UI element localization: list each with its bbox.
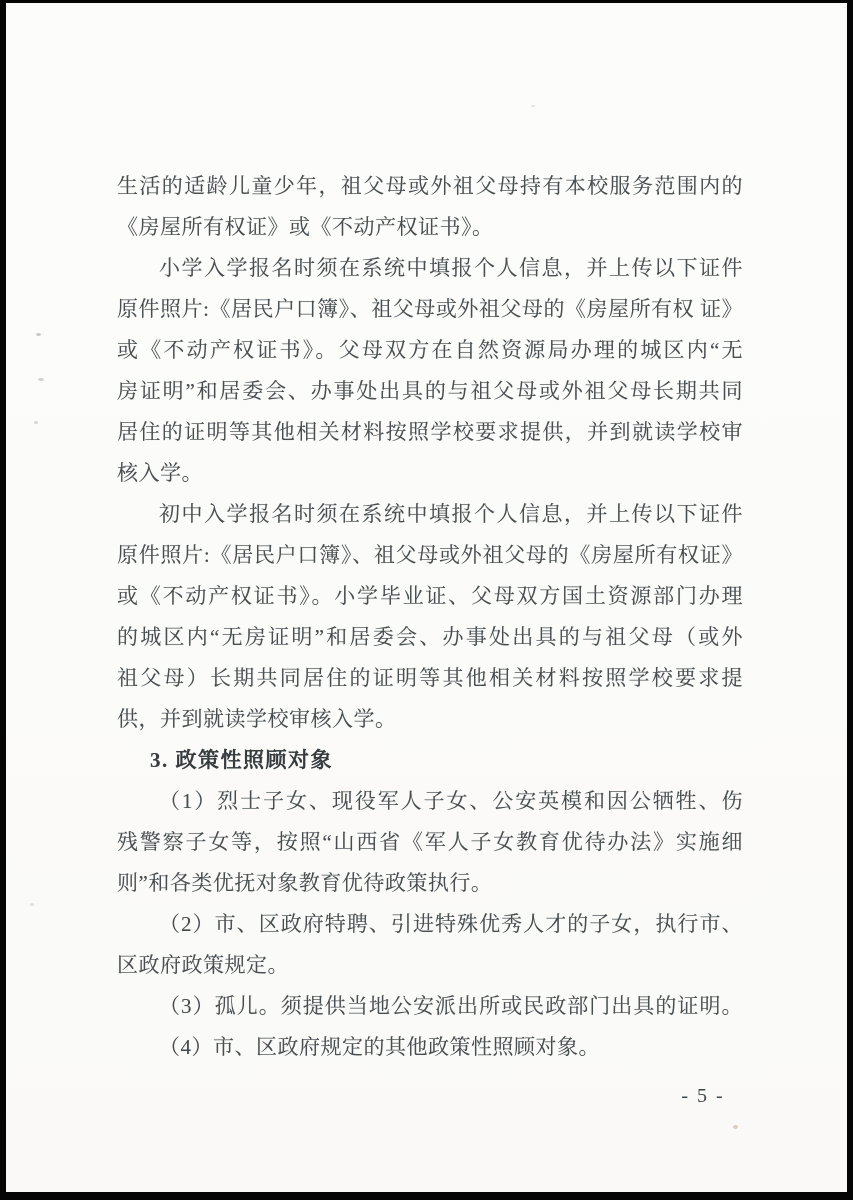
text-line: 居住的证明等其他相关材料按照学校要求提供，并到就读学校审 bbox=[117, 420, 743, 444]
text-line: （3）孤儿。须提供当地公安派出所或民政部门出具的证明。 bbox=[159, 994, 743, 1018]
text-line: 核入学。 bbox=[117, 461, 203, 485]
text-line: （2）市、区政府特聘、引进特殊优秀人才的子女，执行市、 bbox=[159, 912, 743, 936]
text-block bbox=[117, 166, 743, 1068]
scan-speck bbox=[34, 421, 38, 424]
text-line: 原件照片:《居民户口簿》、祖父母或外祖父母的《房屋所有权 证》 bbox=[117, 297, 743, 321]
text-line: 《房屋所有权证》或《不动产权证书》。 bbox=[117, 215, 494, 239]
page-number: - 5 - bbox=[681, 1085, 725, 1107]
scan-speck bbox=[733, 1125, 738, 1129]
document-page bbox=[6, 3, 847, 1192]
text-line: 初中入学报名时须在系统中填报个人信息，并上传以下证件 bbox=[159, 502, 743, 526]
text-line: 房证明”和居委会、办事处出具的与祖父母或外祖父母长期共同 bbox=[117, 379, 743, 403]
text-line: （4）市、区政府规定的其他政策性照顾对象。 bbox=[159, 1035, 600, 1059]
text-line: 小学入学报名时须在系统中填报个人信息，并上传以下证件 bbox=[159, 256, 743, 280]
text-line: 供，并到就读学校审核入学。 bbox=[117, 707, 397, 731]
text-line: （1）烈士子女、现役军人子女、公安英模和因公牺牲、伤 bbox=[159, 789, 743, 813]
section-heading: 3. 政策性照顾对象 bbox=[150, 748, 333, 772]
text-line: 区政府政策规定。 bbox=[117, 953, 289, 977]
text-line: 或《不动产权证书》。小学毕业证、父母双方国土资源部门办理 bbox=[117, 584, 743, 608]
text-line: 的城区内“无房证明”和居委会、办事处出具的与祖父母（或外 bbox=[117, 625, 743, 649]
scan-speck bbox=[38, 378, 44, 381]
scan-speck bbox=[531, 105, 535, 107]
text-line: 原件照片:《居民户口簿》、祖父母或外祖父母的《房屋所有权证》 bbox=[117, 543, 743, 567]
text-line: 祖父母）长期共同居住的证明等其他相关材料按照学校要求提 bbox=[117, 666, 743, 690]
text-line: 生活的适龄儿童少年，祖父母或外祖父母持有本校服务范围内的 bbox=[117, 174, 743, 198]
scan-speck bbox=[36, 333, 41, 336]
text-line: 则”和各类优抚对象教育优待政策执行。 bbox=[117, 871, 493, 895]
scan-speck bbox=[30, 903, 34, 906]
text-line: 残警察子女等，按照“山西省《军人子女教育优待办法》实施细 bbox=[117, 830, 743, 854]
text-line: 或《不动产权证书》。父母双方在自然资源局办理的城区内“无 bbox=[117, 338, 743, 362]
